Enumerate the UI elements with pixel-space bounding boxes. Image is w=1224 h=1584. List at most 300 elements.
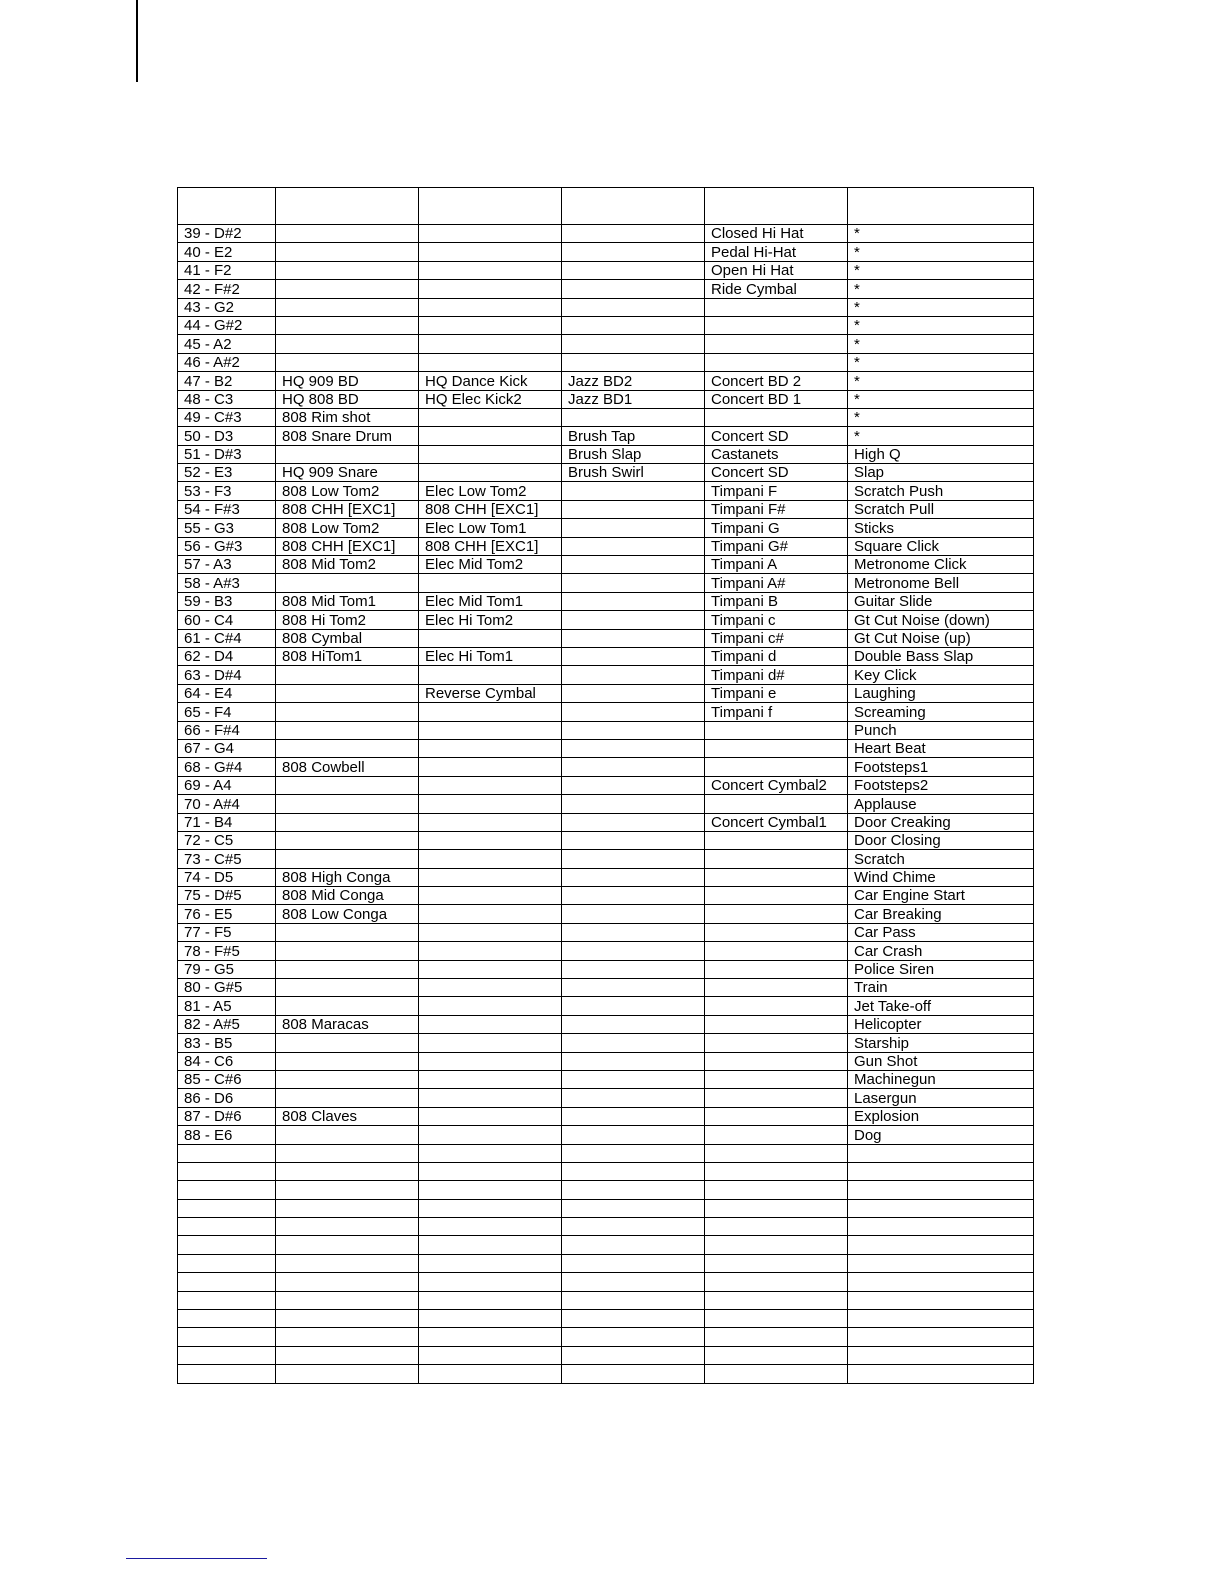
kit-cell xyxy=(419,1126,562,1144)
kit-cell xyxy=(419,629,562,647)
kit-cell xyxy=(705,335,848,353)
kit-cell xyxy=(705,316,848,334)
sfx-cell: Police Siren xyxy=(848,960,1034,978)
kit-cell xyxy=(419,795,562,813)
table-row xyxy=(178,721,1034,739)
sfx-cell: * xyxy=(848,427,1034,445)
table-row xyxy=(178,316,1034,334)
kit-cell xyxy=(562,1181,705,1199)
kit-cell xyxy=(419,1199,562,1217)
kit-cell xyxy=(276,831,419,849)
kit-cell xyxy=(419,280,562,298)
sfx-cell: Lasergun xyxy=(848,1089,1034,1107)
table-row xyxy=(178,776,1034,794)
kit-cell xyxy=(562,1254,705,1272)
kit-cell: Timpani F xyxy=(705,482,848,500)
kit-cell xyxy=(276,1291,419,1309)
kit-cell xyxy=(419,261,562,279)
note-cell: 43 - G2 xyxy=(178,298,276,316)
kit-cell xyxy=(705,1254,848,1272)
kit-cell xyxy=(562,611,705,629)
kit-cell xyxy=(562,1328,705,1346)
kit-cell xyxy=(562,647,705,665)
kit-cell xyxy=(705,1162,848,1180)
kit-cell: Concert SD xyxy=(705,427,848,445)
kit-cell xyxy=(705,721,848,739)
kit-cell xyxy=(276,1181,419,1199)
note-cell: 42 - F#2 xyxy=(178,280,276,298)
kit-cell xyxy=(705,997,848,1015)
kit-cell: Concert SD xyxy=(705,464,848,482)
kit-cell xyxy=(705,758,848,776)
kit-cell: 808 Low Conga xyxy=(276,905,419,923)
kit-cell xyxy=(276,1162,419,1180)
sfx-cell: Car Pass xyxy=(848,923,1034,941)
table-row xyxy=(178,1199,1034,1217)
kit-cell xyxy=(276,776,419,794)
note-cell: 40 - E2 xyxy=(178,243,276,261)
kit-cell xyxy=(419,923,562,941)
kit-cell xyxy=(276,942,419,960)
kit-cell xyxy=(419,831,562,849)
header-cell xyxy=(848,188,1034,225)
kit-cell xyxy=(562,316,705,334)
kit-cell xyxy=(562,684,705,702)
kit-cell: 808 CHH [EXC1] xyxy=(419,500,562,518)
table-row xyxy=(178,758,1034,776)
kit-cell xyxy=(276,1218,419,1236)
kit-cell xyxy=(705,923,848,941)
sfx-cell xyxy=(848,1328,1034,1346)
sfx-cell: Double Bass Slap xyxy=(848,647,1034,665)
note-cell: 60 - C4 xyxy=(178,611,276,629)
note-cell: 65 - F4 xyxy=(178,703,276,721)
table-row xyxy=(178,887,1034,905)
kit-cell: Brush Slap xyxy=(562,445,705,463)
kit-cell xyxy=(419,1365,562,1383)
kit-cell xyxy=(562,1089,705,1107)
kit-cell xyxy=(562,1236,705,1254)
table-row xyxy=(178,1089,1034,1107)
kit-cell xyxy=(276,1365,419,1383)
note-cell: 62 - D4 xyxy=(178,647,276,665)
note-cell: 88 - E6 xyxy=(178,1126,276,1144)
kit-cell xyxy=(419,335,562,353)
kit-cell: 808 Cowbell xyxy=(276,758,419,776)
kit-cell: Timpani c xyxy=(705,611,848,629)
table-row xyxy=(178,1310,1034,1328)
table-row xyxy=(178,666,1034,684)
sfx-cell xyxy=(848,1162,1034,1180)
kit-cell xyxy=(705,831,848,849)
kit-cell: Elec Low Tom1 xyxy=(419,519,562,537)
kit-cell xyxy=(562,1070,705,1088)
note-cell: 68 - G#4 xyxy=(178,758,276,776)
kit-cell: Timpani F# xyxy=(705,500,848,518)
note-cell: 45 - A2 xyxy=(178,335,276,353)
note-cell: 85 - C#6 xyxy=(178,1070,276,1088)
kit-cell xyxy=(562,666,705,684)
kit-cell: Elec Low Tom2 xyxy=(419,482,562,500)
kit-cell xyxy=(562,1310,705,1328)
table-row xyxy=(178,868,1034,886)
kit-cell xyxy=(419,445,562,463)
kit-cell xyxy=(562,243,705,261)
kit-cell: Ride Cymbal xyxy=(705,280,848,298)
sfx-cell: Starship xyxy=(848,1034,1034,1052)
table-row xyxy=(178,298,1034,316)
kit-cell xyxy=(276,574,419,592)
kit-cell xyxy=(705,1126,848,1144)
table-row xyxy=(178,795,1034,813)
kit-cell xyxy=(705,887,848,905)
kit-cell xyxy=(705,1144,848,1162)
sfx-cell: * xyxy=(848,298,1034,316)
kit-cell xyxy=(705,1052,848,1070)
table-row xyxy=(178,905,1034,923)
kit-cell xyxy=(705,1034,848,1052)
kit-cell xyxy=(562,1052,705,1070)
kit-cell xyxy=(276,1236,419,1254)
kit-cell: Elec Mid Tom2 xyxy=(419,556,562,574)
drum-map-body xyxy=(178,188,1034,1384)
note-cell: 87 - D#6 xyxy=(178,1107,276,1125)
kit-cell xyxy=(705,1273,848,1291)
kit-cell xyxy=(705,1089,848,1107)
table-row xyxy=(178,1052,1034,1070)
kit-cell xyxy=(276,353,419,371)
kit-cell xyxy=(705,1328,848,1346)
sfx-cell: Applause xyxy=(848,795,1034,813)
kit-cell xyxy=(276,979,419,997)
kit-cell xyxy=(705,1236,848,1254)
kit-cell xyxy=(276,261,419,279)
table-row xyxy=(178,225,1034,243)
kit-cell xyxy=(276,813,419,831)
note-cell xyxy=(178,1365,276,1383)
kit-cell xyxy=(419,1162,562,1180)
kit-cell: 808 Low Tom2 xyxy=(276,519,419,537)
kit-cell xyxy=(276,1144,419,1162)
kit-cell xyxy=(705,795,848,813)
kit-cell xyxy=(705,1291,848,1309)
sfx-cell: Laughing xyxy=(848,684,1034,702)
table-row xyxy=(178,519,1034,537)
table-row xyxy=(178,1365,1034,1383)
table-row xyxy=(178,1107,1034,1125)
kit-cell: Timpani d xyxy=(705,647,848,665)
kit-cell xyxy=(419,574,562,592)
kit-cell: Castanets xyxy=(705,445,848,463)
kit-cell xyxy=(276,850,419,868)
sfx-cell: Heart Beat xyxy=(848,739,1034,757)
sfx-cell: Metronome Click xyxy=(848,556,1034,574)
table-row xyxy=(178,684,1034,702)
kit-cell xyxy=(419,739,562,757)
kit-cell xyxy=(419,1310,562,1328)
kit-cell xyxy=(705,905,848,923)
kit-cell xyxy=(562,776,705,794)
sfx-cell xyxy=(848,1218,1034,1236)
kit-cell xyxy=(705,1070,848,1088)
sfx-cell xyxy=(848,1199,1034,1217)
table-row xyxy=(178,537,1034,555)
kit-cell: 808 CHH [EXC1] xyxy=(276,500,419,518)
sfx-cell: Wind Chime xyxy=(848,868,1034,886)
kit-cell xyxy=(705,1310,848,1328)
kit-cell xyxy=(276,1310,419,1328)
kit-cell: Timpani d# xyxy=(705,666,848,684)
table-row xyxy=(178,1126,1034,1144)
kit-cell: HQ 909 Snare xyxy=(276,464,419,482)
note-cell: 78 - F#5 xyxy=(178,942,276,960)
header-cell xyxy=(705,188,848,225)
kit-cell xyxy=(419,464,562,482)
kit-cell xyxy=(562,537,705,555)
sfx-cell: Train xyxy=(848,979,1034,997)
kit-cell xyxy=(419,316,562,334)
kit-cell: 808 Rim shot xyxy=(276,408,419,426)
table-row xyxy=(178,335,1034,353)
kit-cell xyxy=(562,739,705,757)
sfx-cell: Scratch Push xyxy=(848,482,1034,500)
sfx-cell: High Q xyxy=(848,445,1034,463)
table-row xyxy=(178,353,1034,371)
kit-cell: 808 High Conga xyxy=(276,868,419,886)
kit-cell xyxy=(419,868,562,886)
note-cell: 51 - D#3 xyxy=(178,445,276,463)
kit-cell xyxy=(562,629,705,647)
note-cell: 58 - A#3 xyxy=(178,574,276,592)
table-row xyxy=(178,1144,1034,1162)
kit-cell: 808 Maracas xyxy=(276,1015,419,1033)
kit-cell xyxy=(276,1254,419,1272)
kit-cell xyxy=(419,979,562,997)
kit-cell: Timpani c# xyxy=(705,629,848,647)
kit-cell xyxy=(562,868,705,886)
note-cell: 71 - B4 xyxy=(178,813,276,831)
table-row xyxy=(178,556,1034,574)
table-row xyxy=(178,592,1034,610)
note-cell: 83 - B5 xyxy=(178,1034,276,1052)
note-cell: 59 - B3 xyxy=(178,592,276,610)
kit-cell: Concert Cymbal2 xyxy=(705,776,848,794)
kit-cell xyxy=(419,721,562,739)
table-row xyxy=(178,261,1034,279)
note-cell: 49 - C#3 xyxy=(178,408,276,426)
kit-cell xyxy=(562,1291,705,1309)
note-cell: 41 - F2 xyxy=(178,261,276,279)
note-cell: 61 - C#4 xyxy=(178,629,276,647)
kit-cell xyxy=(419,1346,562,1364)
kit-cell: 808 Mid Conga xyxy=(276,887,419,905)
note-cell: 77 - F5 xyxy=(178,923,276,941)
table-row xyxy=(178,923,1034,941)
sfx-cell: * xyxy=(848,225,1034,243)
kit-cell xyxy=(562,979,705,997)
note-cell: 82 - A#5 xyxy=(178,1015,276,1033)
note-cell: 52 - E3 xyxy=(178,464,276,482)
table-row xyxy=(178,960,1034,978)
kit-cell xyxy=(705,1346,848,1364)
kit-cell: Elec Hi Tom2 xyxy=(419,611,562,629)
table-row xyxy=(178,280,1034,298)
kit-cell xyxy=(705,298,848,316)
kit-cell xyxy=(419,997,562,1015)
header-row xyxy=(178,188,1034,225)
kit-cell xyxy=(562,1218,705,1236)
kit-cell xyxy=(276,298,419,316)
sfx-cell xyxy=(848,1346,1034,1364)
sfx-cell: Car Crash xyxy=(848,942,1034,960)
kit-cell: Timpani B xyxy=(705,592,848,610)
sfx-cell: Machinegun xyxy=(848,1070,1034,1088)
kit-cell: Timpani G# xyxy=(705,537,848,555)
kit-cell xyxy=(562,408,705,426)
header-cell xyxy=(419,188,562,225)
kit-cell xyxy=(276,960,419,978)
kit-cell xyxy=(419,243,562,261)
note-cell: 39 - D#2 xyxy=(178,225,276,243)
kit-cell: Open Hi Hat xyxy=(705,261,848,279)
kit-cell xyxy=(705,408,848,426)
sfx-cell: Square Click xyxy=(848,537,1034,555)
kit-cell xyxy=(276,316,419,334)
note-cell: 81 - A5 xyxy=(178,997,276,1015)
note-cell xyxy=(178,1346,276,1364)
kit-cell xyxy=(562,997,705,1015)
table-row xyxy=(178,1218,1034,1236)
kit-cell: Concert BD 2 xyxy=(705,372,848,390)
kit-cell xyxy=(562,923,705,941)
kit-cell xyxy=(419,1236,562,1254)
table-row xyxy=(178,942,1034,960)
note-cell xyxy=(178,1310,276,1328)
table-row xyxy=(178,1254,1034,1272)
kit-cell xyxy=(705,1218,848,1236)
kit-cell xyxy=(419,1254,562,1272)
kit-cell xyxy=(276,1328,419,1346)
note-cell: 53 - F3 xyxy=(178,482,276,500)
sfx-cell xyxy=(848,1273,1034,1291)
kit-cell xyxy=(562,703,705,721)
header-cell xyxy=(276,188,419,225)
table-row xyxy=(178,372,1034,390)
kit-cell xyxy=(562,1107,705,1125)
sfx-cell: Door Creaking xyxy=(848,813,1034,831)
kit-cell xyxy=(562,1034,705,1052)
kit-cell xyxy=(562,1162,705,1180)
kit-cell: HQ Dance Kick xyxy=(419,372,562,390)
kit-cell xyxy=(419,1034,562,1052)
kit-cell xyxy=(562,335,705,353)
kit-cell: 808 Low Tom2 xyxy=(276,482,419,500)
table-row xyxy=(178,243,1034,261)
kit-cell xyxy=(562,960,705,978)
kit-cell xyxy=(419,1015,562,1033)
table-row xyxy=(178,703,1034,721)
kit-cell xyxy=(562,298,705,316)
kit-cell xyxy=(419,776,562,794)
table-row xyxy=(178,1236,1034,1254)
kit-cell xyxy=(419,905,562,923)
kit-cell xyxy=(419,1218,562,1236)
sfx-cell: Scratch Pull xyxy=(848,500,1034,518)
sfx-cell xyxy=(848,1181,1034,1199)
sfx-cell: Guitar Slide xyxy=(848,592,1034,610)
drum-map-table xyxy=(177,187,1034,1384)
kit-cell xyxy=(705,1181,848,1199)
sfx-cell: Gun Shot xyxy=(848,1052,1034,1070)
table-row xyxy=(178,1273,1034,1291)
sfx-cell: Slap xyxy=(848,464,1034,482)
kit-cell xyxy=(276,703,419,721)
kit-cell xyxy=(562,1273,705,1291)
sfx-cell: * xyxy=(848,243,1034,261)
kit-cell xyxy=(419,1291,562,1309)
kit-cell xyxy=(276,795,419,813)
kit-cell xyxy=(419,1328,562,1346)
kit-cell xyxy=(419,813,562,831)
table-row xyxy=(178,464,1034,482)
note-cell: 44 - G#2 xyxy=(178,316,276,334)
table-row xyxy=(178,1328,1034,1346)
kit-cell xyxy=(276,335,419,353)
sfx-cell xyxy=(848,1291,1034,1309)
note-cell: 74 - D5 xyxy=(178,868,276,886)
note-cell: 50 - D3 xyxy=(178,427,276,445)
sfx-cell: * xyxy=(848,335,1034,353)
kit-cell: Elec Mid Tom1 xyxy=(419,592,562,610)
sfx-cell: Car Breaking xyxy=(848,905,1034,923)
kit-cell xyxy=(419,1273,562,1291)
table-row xyxy=(178,408,1034,426)
kit-cell xyxy=(562,1015,705,1033)
kit-cell xyxy=(562,758,705,776)
sfx-cell xyxy=(848,1254,1034,1272)
note-cell xyxy=(178,1291,276,1309)
kit-cell xyxy=(562,280,705,298)
kit-cell xyxy=(705,960,848,978)
note-cell: 84 - C6 xyxy=(178,1052,276,1070)
note-cell xyxy=(178,1199,276,1217)
kit-cell: Reverse Cymbal xyxy=(419,684,562,702)
kit-cell xyxy=(276,1126,419,1144)
kit-cell xyxy=(562,592,705,610)
kit-cell xyxy=(562,942,705,960)
sfx-cell: * xyxy=(848,261,1034,279)
kit-cell xyxy=(276,1199,419,1217)
sfx-cell: * xyxy=(848,280,1034,298)
kit-cell xyxy=(562,1365,705,1383)
kit-cell xyxy=(705,1015,848,1033)
sfx-cell xyxy=(848,1365,1034,1383)
sfx-cell: Key Click xyxy=(848,666,1034,684)
kit-cell xyxy=(705,979,848,997)
table-row xyxy=(178,1015,1034,1033)
note-cell: 66 - F#4 xyxy=(178,721,276,739)
sfx-cell: Scratch xyxy=(848,850,1034,868)
kit-cell: HQ Elec Kick2 xyxy=(419,390,562,408)
table-row xyxy=(178,500,1034,518)
note-cell: 76 - E5 xyxy=(178,905,276,923)
kit-cell xyxy=(419,1089,562,1107)
kit-cell: 808 Claves xyxy=(276,1107,419,1125)
kit-cell xyxy=(419,887,562,905)
note-cell: 57 - A3 xyxy=(178,556,276,574)
kit-cell xyxy=(562,225,705,243)
table-row xyxy=(178,390,1034,408)
